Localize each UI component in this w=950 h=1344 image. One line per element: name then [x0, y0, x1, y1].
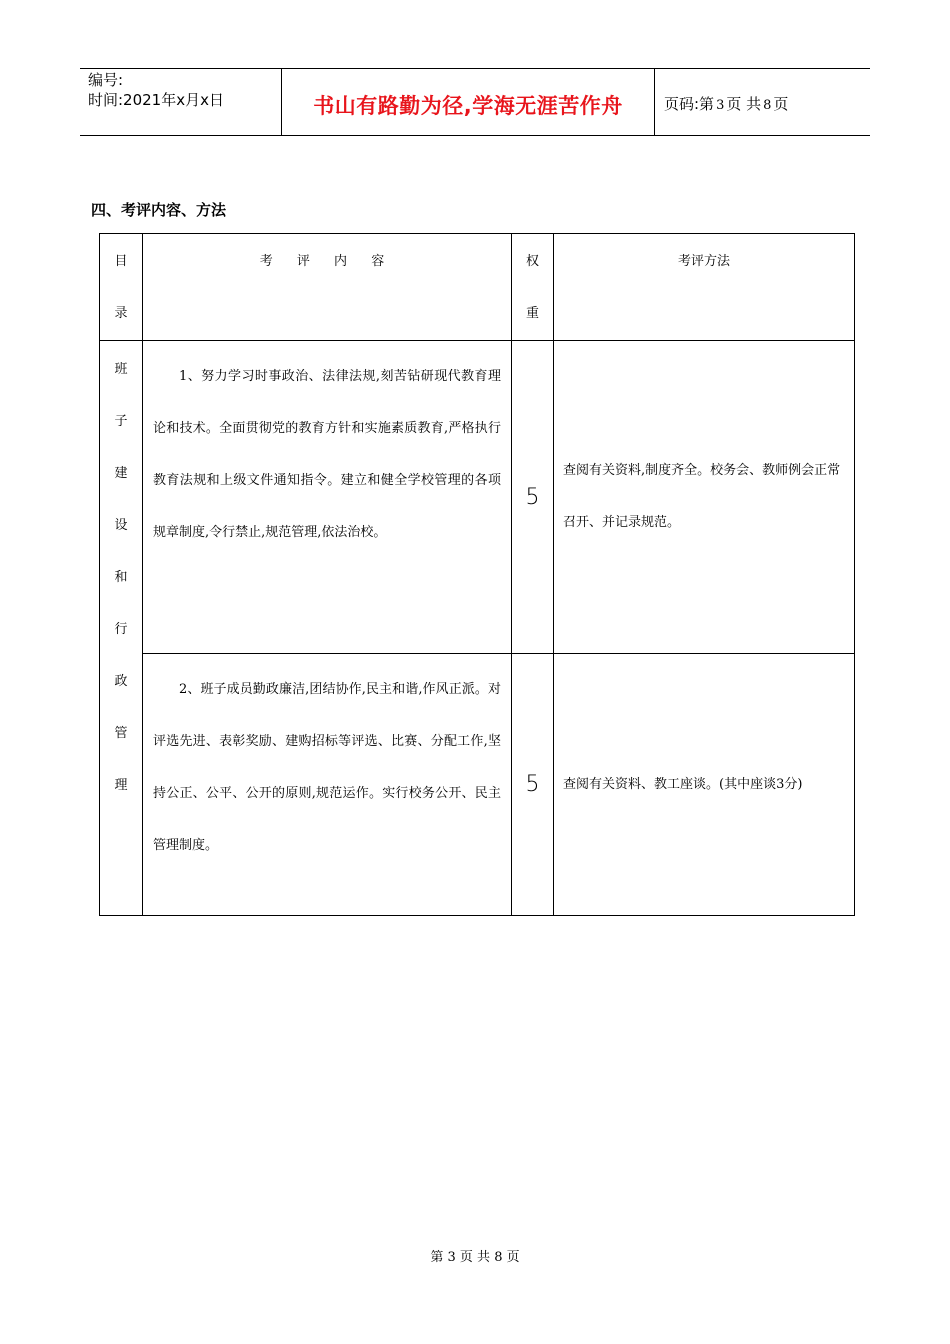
header-page-indicator	[664, 93, 788, 114]
page-prefix: 页码:第	[664, 95, 715, 113]
content-text: 1、努力学习时事政治、法律法规,刻苦钻研现代教育理论和技术。全面贯彻党的教育方针和实施素质教育,严格执行教育法规和上级文件通知指令。建立和健全学校管理的各项规章制度,令行禁止,规范管理,依法治校。	[153, 369, 501, 540]
page-mid: 页 共	[726, 95, 762, 113]
table-header-row	[100, 234, 855, 341]
page-total: 8	[763, 98, 772, 113]
method-cell	[554, 341, 855, 654]
header-content: 考 评 内 容	[143, 234, 512, 341]
directory-char: 班	[114, 362, 128, 377]
content-text: 2、班子成员勤政廉洁,团结协作,民主和谐,作风正派。对评选先进、表彰奖励、建购招标等评选、比赛、分配工作,坚持公正、公平、公开的原则,规范运作。实行校务公开、民主管理制度。	[153, 682, 501, 853]
header-directory-char: 目	[114, 254, 128, 269]
evaluation-table	[99, 233, 855, 916]
header-directory-char: 录	[114, 306, 128, 321]
content-cell	[143, 654, 512, 916]
page-current: 3	[716, 98, 725, 113]
header-meta	[88, 70, 224, 110]
directory-char: 和	[114, 570, 128, 585]
directory-cell	[100, 341, 143, 916]
directory-char: 建	[114, 466, 128, 481]
table-row	[100, 341, 855, 654]
header-bottom-rule	[80, 135, 870, 136]
directory-char: 政	[114, 674, 128, 689]
method-text: 查阅有关资料、教工座谈。(其中座谈3分)	[563, 776, 803, 792]
header-directory	[100, 234, 143, 341]
weight-cell	[512, 341, 554, 654]
directory-char: 理	[114, 778, 128, 793]
directory-char: 子	[114, 414, 128, 429]
header-top-rule	[80, 68, 870, 69]
header-divider-left	[281, 68, 282, 136]
directory-char: 管	[114, 726, 128, 741]
header-motto: 书山有路勤为径,学海无涯苦作舟	[313, 94, 623, 118]
directory-char: 设	[114, 518, 128, 533]
header-divider-right	[654, 68, 655, 136]
header-weight-char: 权	[525, 254, 539, 269]
page-suffix: 页	[773, 95, 789, 113]
page-footer: 第 3 页 共 8 页	[430, 1250, 520, 1265]
header-weight-char: 重	[525, 306, 539, 321]
document-time-label: 时间:2021年x月x日	[88, 91, 224, 109]
content-cell	[143, 341, 512, 654]
weight-value: 5	[525, 484, 540, 510]
method-cell	[554, 654, 855, 916]
directory-char: 行	[114, 622, 128, 637]
section-title: 四、考评内容、方法	[91, 201, 227, 219]
table-row	[100, 654, 855, 916]
header-weight	[512, 234, 554, 341]
method-text: 查阅有关资料,制度齐全。校务会、教师例会正常召开、并记录规范。	[563, 463, 841, 530]
weight-cell	[512, 654, 554, 916]
document-number-label: 编号:	[88, 71, 124, 89]
weight-value: 5	[525, 772, 540, 797]
header-method: 考评方法	[554, 234, 855, 341]
